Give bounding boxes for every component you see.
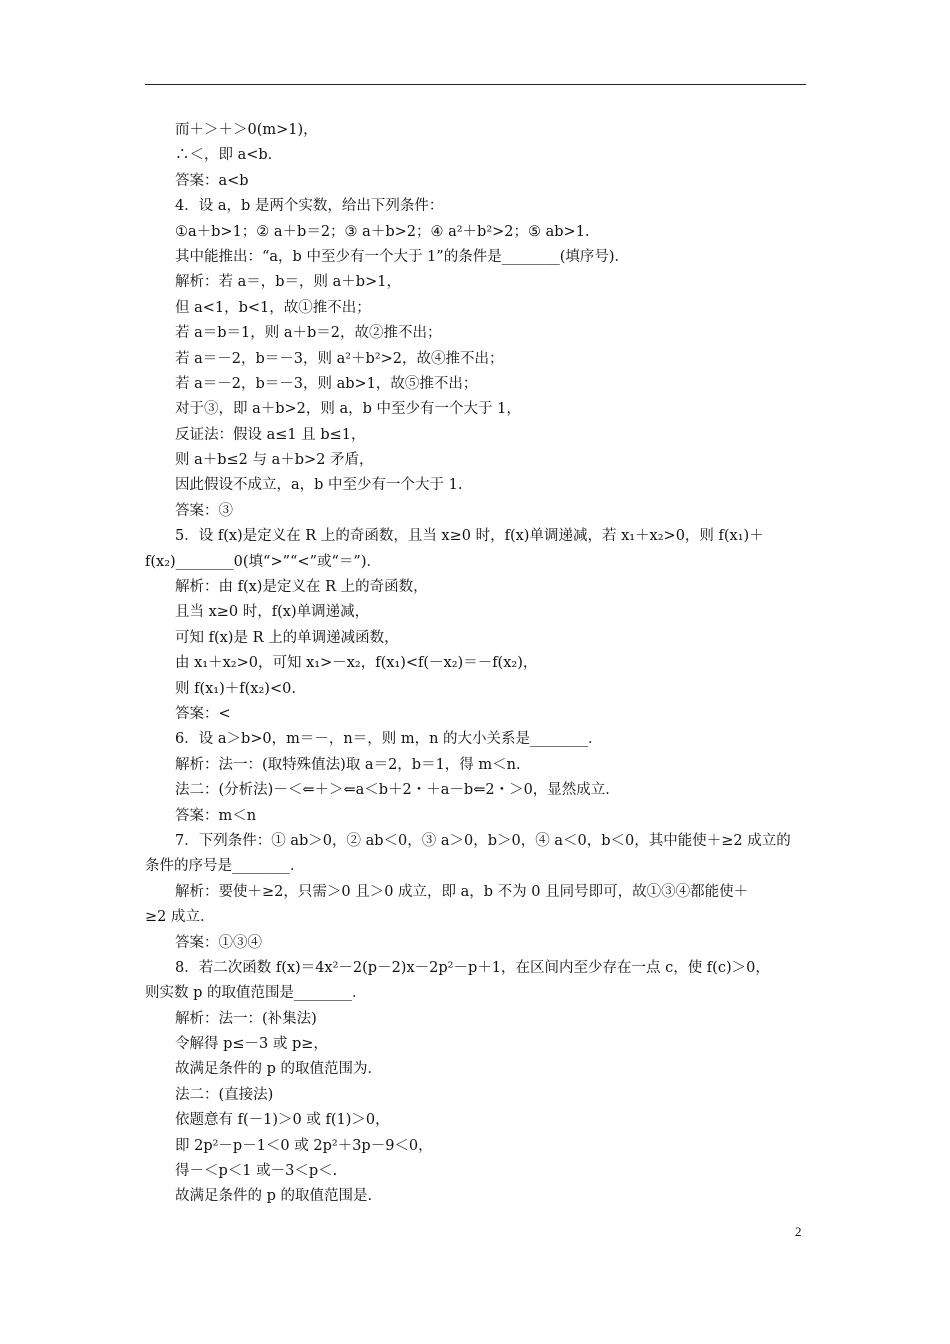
header-rule	[145, 84, 806, 85]
text-line: 对于③，即 a＋b>2，则 a，b 中至少有一个大于 1，	[175, 401, 521, 418]
text-line: 法二：(直接法)	[175, 1086, 274, 1103]
text-line: 6．设 a＞b>0，m＝－，n＝，则 m，n 的大小关系是________．	[175, 731, 603, 748]
text-line: 法二：(分析法)－＜⇐＋＞⇐a＜b＋2・＋a－b⇐2・＞0，显然成立．	[175, 782, 620, 799]
text-line: 而＋＞＋＞0(m>1)，	[175, 122, 318, 138]
text-line: 则 a＋b≤2 与 a＋b>2 矛盾，	[175, 452, 374, 469]
text-line: 则实数 p 的取值范围是________．	[145, 985, 367, 1002]
text-line: 条件的序号是________．	[145, 858, 305, 875]
text-line: 若 a＝－2，b＝－3，则 a²＋b²>2，故④推不出；	[175, 350, 504, 367]
text-line: 但 a<1，b<1，故①推不出；	[175, 299, 371, 316]
text-line: 7．下列条件：① ab＞0，② ab＜0，③ a＞0，b＞0，④ a＜0，b＜0，其中能使＋≥2 成立的	[175, 832, 791, 849]
text-line: 令解得 p≤－3 或 p≥，	[175, 1036, 328, 1053]
text-line: 解析：要使＋≥2，只需＞0 且＞0 成立，即 a，b 不为 0 且同号即可，故①③④都能使＋	[175, 883, 749, 900]
text-line: 则 f(x₁)＋f(x₂)<0.	[175, 680, 296, 697]
text-line: 5．设 f(x)是定义在 R 上的奇函数，且当 x≥0 时，f(x)单调递减，若 x₁＋x₂>0，则 f(x₁)＋	[175, 528, 764, 545]
text-line: 答案：a<b	[175, 172, 249, 189]
document-body	[145, 118, 806, 1210]
text-line: 答案：①③④	[175, 934, 262, 951]
text-line: 即 2p²－p－1＜0 或 2p²＋3p－9＜0，	[175, 1137, 433, 1154]
text-line: 若 a＝－2，b＝－3，则 ab>1，故⑤推不出；	[175, 375, 478, 392]
text-line: 因此假设不成立，a，b 中至少有一个大于 1.	[175, 477, 463, 494]
text-line: 若 a＝b＝1，则 a＋b＝2，故②推不出；	[175, 325, 442, 342]
text-line: 答案：③	[175, 502, 233, 519]
text-line: 由 x₁＋x₂>0，可知 x₁>－x₂，f(x₁)<f(－x₂)＝－f(x₂)，	[175, 655, 538, 672]
text-line: 其中能推出：“a，b 中至少有一个大于 1”的条件是________(填序号)．	[175, 248, 630, 265]
text-line: 答案：m＜n	[175, 807, 257, 824]
text-line: 依题意有 f(－1)＞0 或 f(1)＞0，	[175, 1112, 390, 1129]
text-line: 解析：法一：(补集法)	[175, 1010, 317, 1027]
page-number: 2	[795, 1224, 802, 1239]
text-line: 8．若二次函数 f(x)＝4x²－2(p－2)x－2p²－p＋1，在区间内至少存在一点 c，使 f(c)＞0，	[175, 959, 770, 976]
text-line: ∴＜，即 a<b.	[175, 147, 273, 164]
text-line: 故满足条件的 p 的取值范围为．	[175, 1061, 382, 1078]
text-line: f(x₂)________0(填“>”“<”或“＝”)．	[145, 553, 381, 570]
text-line: 故满足条件的 p 的取值范围是.	[175, 1188, 373, 1205]
text-line: 反证法：假设 a≤1 且 b≤1，	[175, 426, 366, 443]
text-line: 答案：<	[175, 705, 231, 722]
text-line: 解析：法一：(取特殊值法)取 a＝2，b＝1，得 m＜n.	[175, 756, 521, 773]
text-line: 可知 f(x)是 R 上的单调递减函数，	[175, 629, 399, 646]
text-line: 得－＜p＜1 或－3＜p＜.	[175, 1163, 338, 1180]
text-line: ≥2 成立．	[145, 909, 215, 926]
text-line: 4．设 a，b 是两个实数，给出下列条件：	[175, 198, 444, 215]
text-line: 解析：若 a＝，b＝，则 a＋b>1，	[175, 274, 401, 291]
text-line: ①a＋b>1；② a＋b＝2；③ a＋b>2；④ a²＋b²>2；⑤ ab>1.	[175, 223, 590, 240]
text-line: 且当 x≥0 时，f(x)单调递减，	[175, 604, 370, 621]
text-line: 解析：由 f(x)是定义在 R 上的奇函数，	[175, 579, 428, 596]
